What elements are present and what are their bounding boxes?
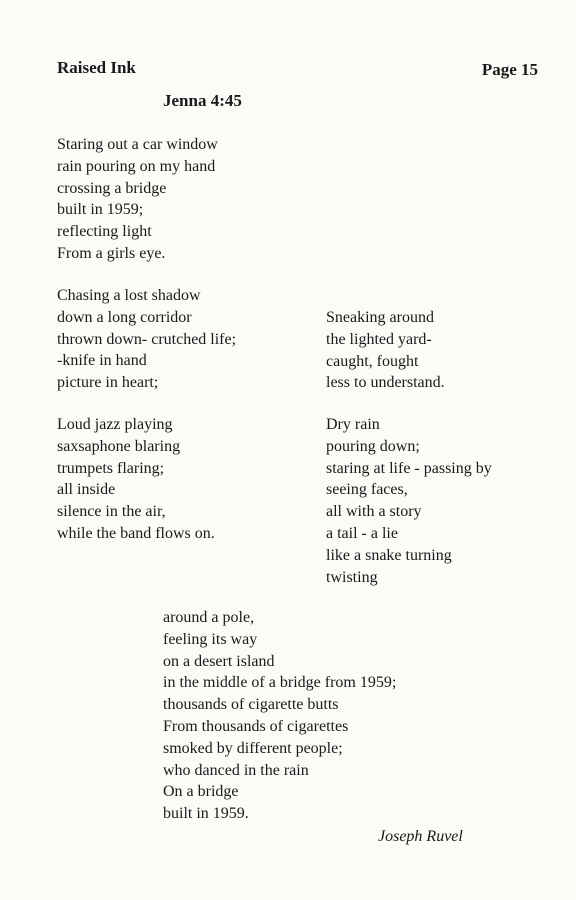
poem-line: pouring down; <box>326 437 420 455</box>
poem-line: rain pouring on my hand <box>57 157 216 175</box>
poem-line: Loud jazz playing <box>57 416 173 433</box>
poem-title: Jenna 4:45 <box>163 91 242 110</box>
poem-line: seeing faces, <box>326 481 408 499</box>
poem-line: reflecting light <box>57 223 152 241</box>
stanza-1 <box>57 134 218 265</box>
poem-line: around a pole, <box>163 609 255 626</box>
poem-line: Dry rain <box>326 416 380 433</box>
poem-line: Sneaking around <box>326 309 434 326</box>
poem-line: thrown down- crutched life; <box>57 330 237 348</box>
poem-line: the lighted yard- <box>326 330 432 348</box>
poem-line: picture in heart; <box>57 374 159 392</box>
poem-line: in the middle of a bridge from 1959; <box>163 674 397 692</box>
poem-line: trumpets flaring; <box>57 459 165 477</box>
poem-line: On a bridge <box>163 783 239 801</box>
poem-line: feeling its way <box>163 630 258 648</box>
stanza-2 <box>57 285 236 394</box>
poem-line: built in 1959. <box>163 805 249 823</box>
poem-line: crossing a bridge <box>57 179 167 197</box>
poem-line: built in 1959; <box>57 201 144 219</box>
poem-line: staring at life - passing by <box>326 459 492 477</box>
poem-line: thousands of cigarette butts <box>163 696 339 714</box>
stanza-3 <box>57 414 215 545</box>
poem-line: Chasing a lost shadow <box>57 287 201 304</box>
poem-line: while the band flows on. <box>57 524 215 542</box>
author-signature: Joseph Ruvel <box>378 828 463 845</box>
poem-line: smoked by different people; <box>163 739 343 757</box>
stanza-6 <box>163 607 396 825</box>
poem-line: Staring out a car window <box>57 136 218 153</box>
poem-line: who danced in the rain <box>163 761 309 779</box>
page-number: Page 15 <box>481 60 538 79</box>
stanza-4 <box>326 307 445 394</box>
poem-line: silence in the air, <box>57 503 166 521</box>
poem-line: saxsaphone blaring <box>57 437 181 455</box>
poem-line: From thousands of cigarettes <box>163 717 349 735</box>
stanza-5 <box>326 414 492 588</box>
poem-line: less to understand. <box>326 374 445 392</box>
poem-line: on a desert island <box>163 652 275 670</box>
poem-line: like a snake turning <box>326 546 452 564</box>
poem-line: down a long corridor <box>57 308 192 326</box>
poem-line: caught, fought <box>326 352 419 370</box>
poem-line: a tail - a lie <box>326 524 398 542</box>
poem-line: twisting <box>326 568 378 586</box>
poem-line: all inside <box>57 481 116 499</box>
poem-line: all with a story <box>326 503 422 521</box>
publication-name: Raised Ink <box>57 58 136 77</box>
poem-line: -knife in hand <box>57 352 147 370</box>
poem-line: From a girls eye. <box>57 244 166 262</box>
